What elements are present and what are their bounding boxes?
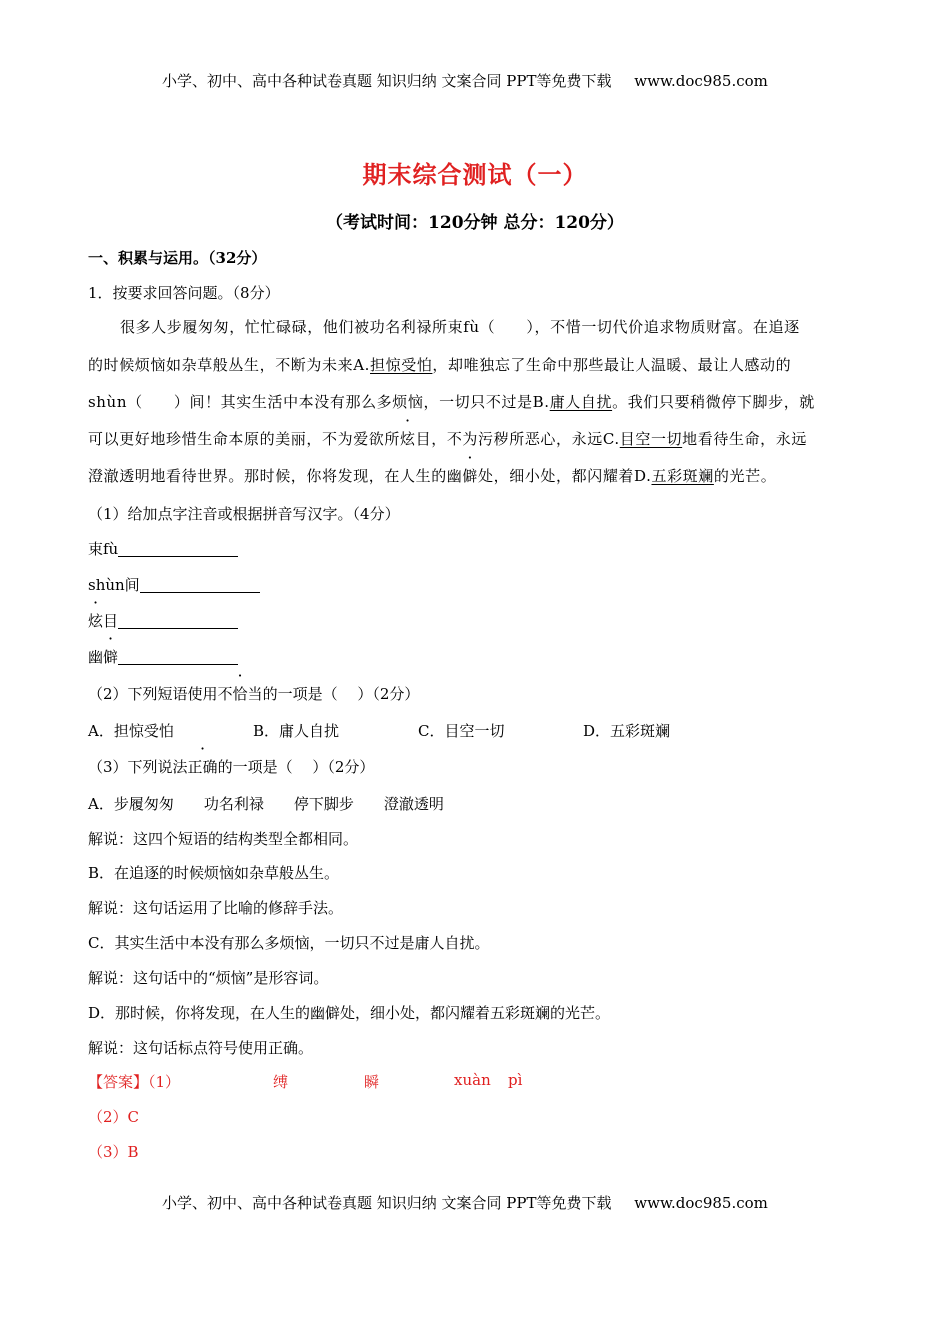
- answer-blank[interactable]: [140, 576, 260, 593]
- question-1-heading: 1．按要求回答问题。（8分）: [88, 284, 280, 302]
- phrase-c: 目空一切: [619, 430, 683, 448]
- phrase-d: 五彩斑斓: [651, 467, 714, 485]
- answer-blank[interactable]: [118, 540, 238, 557]
- answer-value: xuàn: [454, 1071, 491, 1089]
- passage-line-1: 很多人步履匆匆，忙忙碌碌，他们被功名利禄所束fù（ ），不惜一切代价追求物质财富。在追逐: [120, 318, 800, 336]
- dotted-char: 僻: [462, 467, 479, 485]
- emphasis-dots: 不恰当: [217, 685, 263, 703]
- explanation-a: 解说：这四个短语的结构类型全都相同。: [88, 830, 359, 848]
- passage-line-3: shùn（ ）间！其实生活中本没有那么多烦恼，一切只不过是B.庸人自扰。我们只要稍微停下脚步，就: [88, 393, 815, 411]
- answer-line-3: （3）B: [88, 1143, 139, 1161]
- fill-item-2: shùn间: [88, 574, 260, 595]
- answer-blank[interactable]: [118, 648, 238, 665]
- section-heading: 一、积累与运用。（32分）: [88, 249, 267, 267]
- passage-line-2: 的时候烦恼如杂草般丛生，不断为未来A.担惊受怕，却唯独忘了生命中那些最让人温暖、最让人感动的: [88, 356, 792, 374]
- answer-blank[interactable]: [118, 612, 238, 629]
- answer-value: 缚: [273, 1073, 289, 1091]
- explanation-b: 解说：这句话运用了比喻的修辞手法。: [88, 899, 344, 917]
- subquestion-2: （2）下列短语使用不恰当的一项是（ ）（2分）: [88, 685, 420, 703]
- option-a[interactable]: A．担惊受怕: [88, 722, 174, 740]
- answer-value: 瞬: [364, 1073, 380, 1091]
- subquestion-3: （3）下列说法正确的一项是（ ）（2分）: [88, 758, 375, 776]
- passage-line-5: 澄澈透明地看待世界。那时候，你将发现，在人生的幽僻处，细小处，都闪耀着D.五彩斑斓的光芒。: [88, 467, 777, 485]
- phrase-b: 庸人自扰: [549, 393, 613, 411]
- page-title: 期末综合测试（一）: [362, 160, 588, 189]
- fill-item-4: 幽僻: [88, 646, 238, 667]
- option-a[interactable]: A．步履匆匆 功名利禄 停下脚步 澄澈透明: [88, 795, 444, 813]
- option-d[interactable]: D．那时候，你将发现，在人生的幽僻处，细小处，都闪耀着五彩斑斓的光芒。: [88, 1004, 611, 1022]
- passage-line-4: 可以更好地珍惜生命本原的美丽，不为爱欲所炫目，不为污秽所恶心，永远C.目空一切地看待生命，永远: [88, 430, 807, 448]
- page-footer: [162, 1192, 768, 1213]
- explanation-c: 解说：这句话中的“烦恼”是形容词。: [88, 969, 329, 987]
- subquestion-1: （1）给加点字注音或根据拼音写汉字。（4分）: [88, 505, 400, 523]
- footer-text: 小学、初中、高中各种试卷真题 知识归纳 文案合同 PPT等免费下载: [162, 1194, 612, 1212]
- answer-value: pì: [508, 1071, 523, 1089]
- option-b[interactable]: B．庸人自扰: [253, 722, 340, 740]
- answer-line-2: （2）C: [88, 1108, 140, 1126]
- fill-item-3: 炫目: [88, 610, 238, 631]
- answer-line-1: 【答案】（1） 缚 瞬 xuàn pì: [88, 1071, 523, 1091]
- option-b[interactable]: B．在追逐的时候烦恼如杂草般丛生。: [88, 864, 340, 882]
- option-c[interactable]: C．目空一切: [418, 722, 505, 740]
- header-text: 小学、初中、高中各种试卷真题 知识归纳 文案合同 PPT等免费下载: [162, 72, 612, 90]
- exam-meta: （考试时间：120分钟 总分：120分）: [326, 213, 624, 233]
- dotted-char: 炫: [400, 430, 416, 448]
- footer-site[interactable]: www.doc985.com: [634, 1194, 768, 1212]
- header-site[interactable]: www.doc985.com: [634, 72, 768, 90]
- answer-label: 【答案】: [88, 1073, 149, 1091]
- option-c[interactable]: C．其实生活中本没有那么多烦恼，一切只不过是庸人自扰。: [88, 934, 490, 952]
- phrase-a: 担惊受怕: [370, 356, 433, 374]
- explanation-d: 解说：这句话标点符号使用正确。: [88, 1039, 314, 1057]
- emphasis-dots: 正确: [187, 758, 218, 776]
- option-d[interactable]: D．五彩斑斓: [583, 722, 671, 740]
- page-header: [162, 70, 768, 91]
- fill-item-1: 束fù: [88, 538, 238, 559]
